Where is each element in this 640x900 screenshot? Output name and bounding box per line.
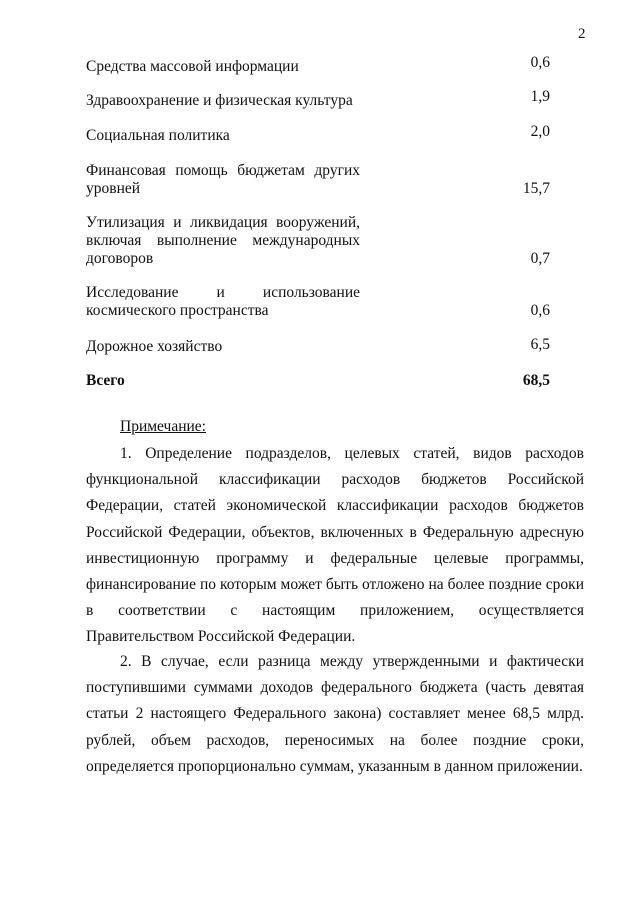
table-row [86,214,550,268]
row-value: 1,9 [530,88,550,105]
table-row [86,338,550,356]
note-paragraph-2: 2. В случае, если разница между утвержденными и фактически поступившими суммами доходов федерального бюджета (часть девятая статьи 2 настоящего Федерального закона) составляет менее 68,5 млрд. рублей, объем расходов, переносимых на более поздние сроки, определяется пропорционально суммам, указанным в данном приложении. [86,653,584,775]
note-heading: Примечание: [120,418,206,435]
row-label: Утилизация и ликвидация вооружений, включая выполнение международных договоров [86,214,360,267]
row-label: Дорожное хозяйство [86,338,223,355]
row-value: 15,7 [522,180,550,197]
row-value: 0,7 [530,250,550,267]
total-value: 68,5 [522,372,550,389]
row-value: 6,5 [530,336,550,353]
table-total-row [86,372,550,390]
row-label: Социальная политика [86,127,230,144]
row-value: 0,6 [530,54,550,71]
page-number: 2 [578,26,586,42]
row-label: Исследование и использование космического пространства [86,284,360,319]
table-row [86,284,550,320]
table-row [86,162,550,198]
row-value: 2,0 [530,123,550,140]
note-paragraph-1: 1. Определение подразделов, целевых статей, видов расходов функциональной классификации расходов бюджетов Российской Федерации, статей экономической классификации расходов бюджетов Российской Федерации, объектов, включенных в Федеральную адресную инвестиционную программу и федеральные целевые программы, финансирование по которым может быть отложено на более поздние сроки в соответствии с настоящим приложением, осуществляется Правительством Российской Федерации. [86,445,584,646]
row-label: Финансовая помощь бюджетам других уровней [86,162,360,197]
row-label: Здравоохранение и физическая культура [86,92,353,109]
table-row [86,123,550,145]
total-label: Всего [86,372,125,389]
table-row [86,88,550,110]
row-label: Средства массовой информации [86,58,299,75]
row-value: 0,6 [530,302,550,319]
table-row [86,54,550,76]
